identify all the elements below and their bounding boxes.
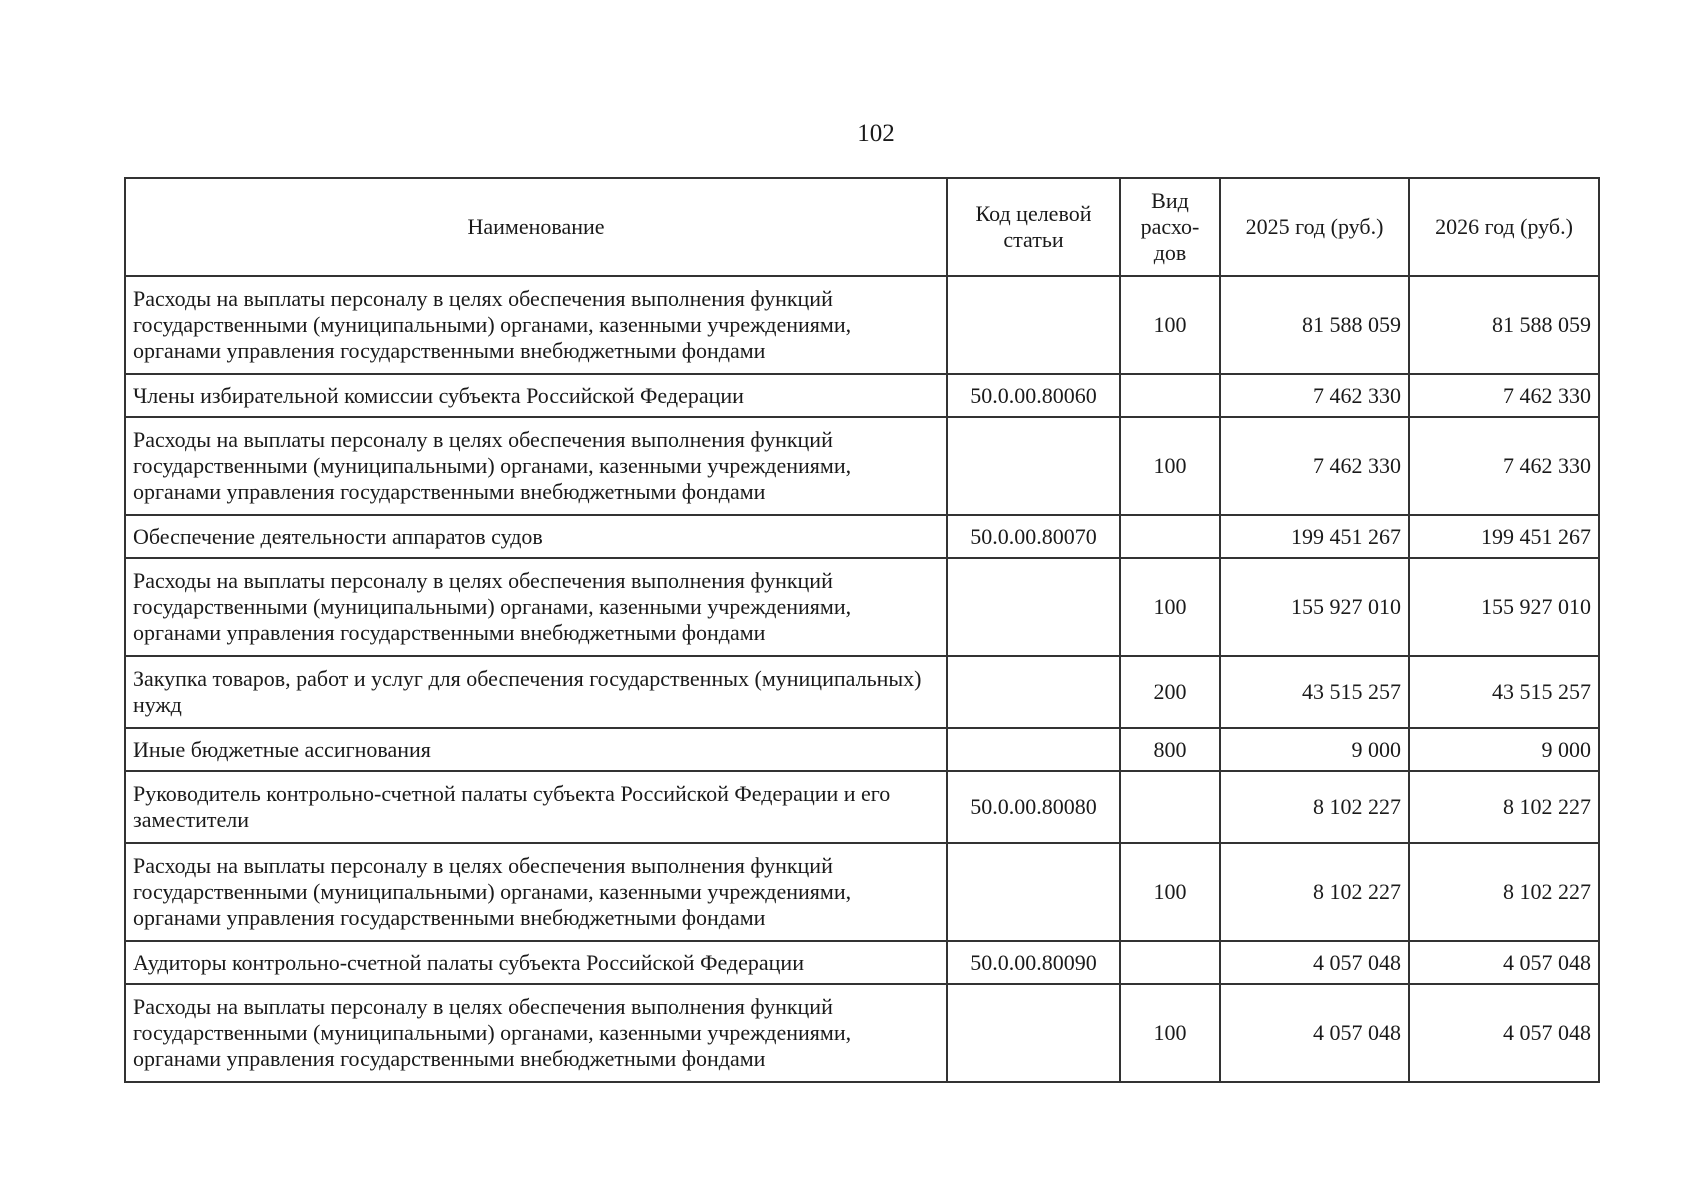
row-kind — [1120, 374, 1220, 417]
row-name: Расходы на выплаты персоналу в целях обеспечения выполнения функций государственными (муниципальными) органами, казенными учреждениями, органами управления государственными внебюджетными фондами — [125, 417, 947, 515]
header-2026: 2026 год (руб.) — [1409, 178, 1599, 276]
row-2025: 9 000 — [1220, 728, 1409, 771]
table-row — [125, 984, 1599, 1082]
row-name: Закупка товаров, работ и услуг для обеспечения государственных (муниципальных) нужд — [125, 656, 947, 728]
budget-table — [124, 177, 1600, 1083]
table-row — [125, 374, 1599, 417]
row-name: Обеспечение деятельности аппаратов судов — [125, 515, 947, 558]
table-row — [125, 417, 1599, 515]
header-code: Код целевой статьи — [947, 178, 1120, 276]
row-name: Расходы на выплаты персоналу в целях обеспечения выполнения функций государственными (муниципальными) органами, казенными учреждениями, органами управления государственными внебюджетными фондами — [125, 558, 947, 656]
row-2026: 43 515 257 — [1409, 656, 1599, 728]
table-row — [125, 728, 1599, 771]
row-2025: 8 102 227 — [1220, 771, 1409, 843]
row-name: Члены избирательной комиссии субъекта Российской Федерации — [125, 374, 947, 417]
row-2025: 81 588 059 — [1220, 276, 1409, 374]
row-code — [947, 417, 1120, 515]
row-2026: 7 462 330 — [1409, 374, 1599, 417]
row-kind — [1120, 515, 1220, 558]
row-kind: 100 — [1120, 843, 1220, 941]
row-kind: 100 — [1120, 558, 1220, 656]
row-kind: 800 — [1120, 728, 1220, 771]
row-code — [947, 843, 1120, 941]
header-kind: Вид расхо-дов — [1120, 178, 1220, 276]
table-row — [125, 558, 1599, 656]
row-2025: 4 057 048 — [1220, 941, 1409, 984]
row-code — [947, 276, 1120, 374]
row-kind: 100 — [1120, 984, 1220, 1082]
table-row — [125, 656, 1599, 728]
row-code: 50.0.00.80060 — [947, 374, 1120, 417]
row-kind: 100 — [1120, 417, 1220, 515]
row-code: 50.0.00.80090 — [947, 941, 1120, 984]
table-row — [125, 515, 1599, 558]
table-header-row — [125, 178, 1599, 276]
header-name: Наименование — [125, 178, 947, 276]
row-2025: 4 057 048 — [1220, 984, 1409, 1082]
row-2026: 81 588 059 — [1409, 276, 1599, 374]
row-2025: 7 462 330 — [1220, 374, 1409, 417]
row-2026: 199 451 267 — [1409, 515, 1599, 558]
row-kind: 100 — [1120, 276, 1220, 374]
row-2025: 199 451 267 — [1220, 515, 1409, 558]
row-2025: 155 927 010 — [1220, 558, 1409, 656]
row-2025: 8 102 227 — [1220, 843, 1409, 941]
row-code — [947, 656, 1120, 728]
row-kind — [1120, 941, 1220, 984]
row-name: Иные бюджетные ассигнования — [125, 728, 947, 771]
row-name: Аудиторы контрольно-счетной палаты субъекта Российской Федерации — [125, 941, 947, 984]
row-2026: 8 102 227 — [1409, 843, 1599, 941]
row-name: Руководитель контрольно-счетной палаты субъекта Российской Федерации и его заместители — [125, 771, 947, 843]
row-2026: 8 102 227 — [1409, 771, 1599, 843]
row-2026: 4 057 048 — [1409, 941, 1599, 984]
row-kind: 200 — [1120, 656, 1220, 728]
row-code — [947, 728, 1120, 771]
row-code — [947, 558, 1120, 656]
row-kind — [1120, 771, 1220, 843]
row-name: Расходы на выплаты персоналу в целях обеспечения выполнения функций государственными (муниципальными) органами, казенными учреждениями, органами управления государственными внебюджетными фондами — [125, 984, 947, 1082]
page-number: 102 — [857, 120, 895, 147]
row-2026: 4 057 048 — [1409, 984, 1599, 1082]
header-2025: 2025 год (руб.) — [1220, 178, 1409, 276]
row-2025: 43 515 257 — [1220, 656, 1409, 728]
row-code: 50.0.00.80070 — [947, 515, 1120, 558]
table-row — [125, 941, 1599, 984]
row-name: Расходы на выплаты персоналу в целях обеспечения выполнения функций государственными (муниципальными) органами, казенными учреждениями, органами управления государственными внебюджетными фондами — [125, 276, 947, 374]
row-code: 50.0.00.80080 — [947, 771, 1120, 843]
row-2026: 155 927 010 — [1409, 558, 1599, 656]
table-row — [125, 843, 1599, 941]
table-row — [125, 771, 1599, 843]
row-2026: 7 462 330 — [1409, 417, 1599, 515]
row-name: Расходы на выплаты персоналу в целях обеспечения выполнения функций государственными (муниципальными) органами, казенными учреждениями, органами управления государственными внебюджетными фондами — [125, 843, 947, 941]
row-code — [947, 984, 1120, 1082]
table-row — [125, 276, 1599, 374]
row-2026: 9 000 — [1409, 728, 1599, 771]
row-2025: 7 462 330 — [1220, 417, 1409, 515]
